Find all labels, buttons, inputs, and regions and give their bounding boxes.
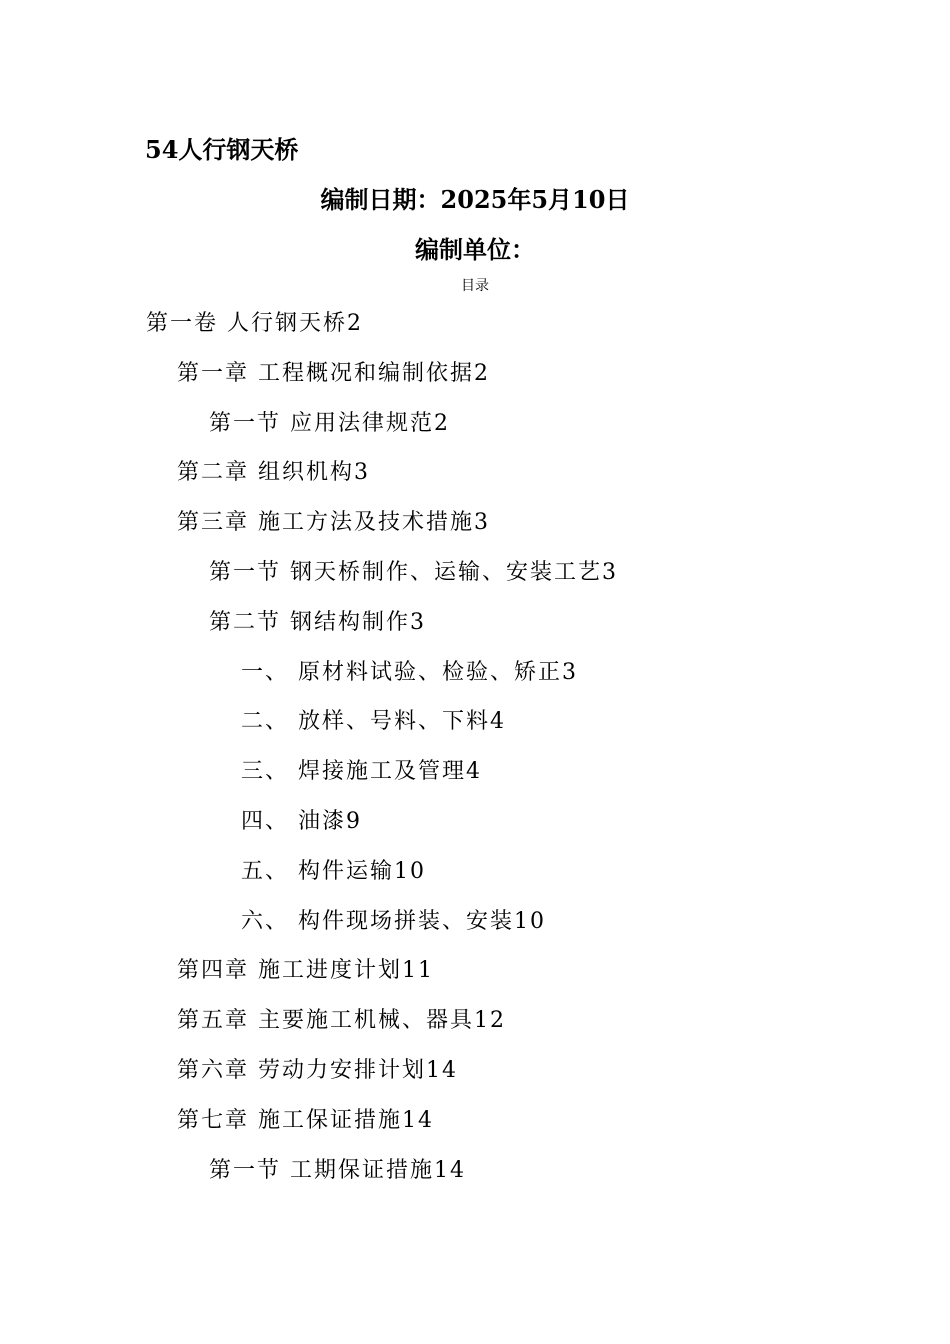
toc-heading: 目录 <box>461 278 489 294</box>
toc-entry-link[interactable]: 第七章 施工保证措施14 <box>177 1107 434 1133</box>
toc-entry[interactable] <box>0 607 950 657</box>
toc-entry-link[interactable]: 第二章 组织机构3 <box>177 460 370 486</box>
toc-entry-link[interactable]: 第五章 主要施工机械、器具12 <box>177 1008 506 1034</box>
toc-entry-link[interactable]: 第四章 施工进度计划11 <box>177 958 434 984</box>
table-of-contents <box>0 308 950 1204</box>
toc-entry[interactable] <box>0 557 950 607</box>
toc-entry-link[interactable]: 一、 原材料试验、检验、矫正3 <box>241 659 578 685</box>
toc-entry-link[interactable]: 第一章 工程概况和编制依据2 <box>177 360 490 386</box>
toc-entry-link[interactable]: 第一节 工期保证措施14 <box>209 1157 466 1183</box>
toc-entry-link[interactable]: 二、 放样、号料、下料4 <box>241 709 506 735</box>
toc-entry[interactable] <box>0 457 950 507</box>
toc-entry-link[interactable]: 四、 油漆9 <box>241 808 362 834</box>
toc-entry[interactable] <box>0 1055 950 1105</box>
toc-entry-link[interactable]: 第六章 劳动力安排计划14 <box>177 1057 458 1083</box>
toc-entry[interactable] <box>0 955 950 1005</box>
toc-entry-link[interactable]: 第三章 施工方法及技术措施3 <box>177 510 490 536</box>
toc-entry[interactable] <box>0 756 950 806</box>
compile-date: 编制日期：2025年5月10日 <box>320 185 630 214</box>
toc-entry[interactable] <box>0 507 950 557</box>
toc-entry[interactable] <box>0 1155 950 1205</box>
toc-entry-link[interactable]: 三、 焊接施工及管理4 <box>241 759 482 785</box>
toc-entry-link[interactable]: 六、 构件现场拼装、安装10 <box>241 908 546 934</box>
toc-entry[interactable] <box>0 358 950 408</box>
toc-entry[interactable] <box>0 906 950 956</box>
compile-unit: 编制单位： <box>415 235 535 264</box>
toc-entry[interactable] <box>0 408 950 458</box>
toc-entry-link[interactable]: 第二节 钢结构制作3 <box>209 609 426 635</box>
toc-entry[interactable] <box>0 806 950 856</box>
toc-entry[interactable] <box>0 1105 950 1155</box>
toc-entry-link[interactable]: 五、 构件运输10 <box>241 858 426 884</box>
toc-entry[interactable] <box>0 706 950 756</box>
document-title: 54人行钢天桥 <box>145 135 299 164</box>
toc-entry-link[interactable]: 第一节 钢天桥制作、运输、安装工艺3 <box>209 559 618 585</box>
toc-entry-link[interactable]: 第一节 应用法律规范2 <box>209 410 450 436</box>
toc-entry-link[interactable]: 第一卷 人行钢天桥2 <box>146 311 363 336</box>
toc-entry[interactable] <box>0 856 950 906</box>
toc-entry[interactable] <box>0 1005 950 1055</box>
toc-entry[interactable] <box>0 657 950 707</box>
toc-entry[interactable] <box>0 308 950 358</box>
